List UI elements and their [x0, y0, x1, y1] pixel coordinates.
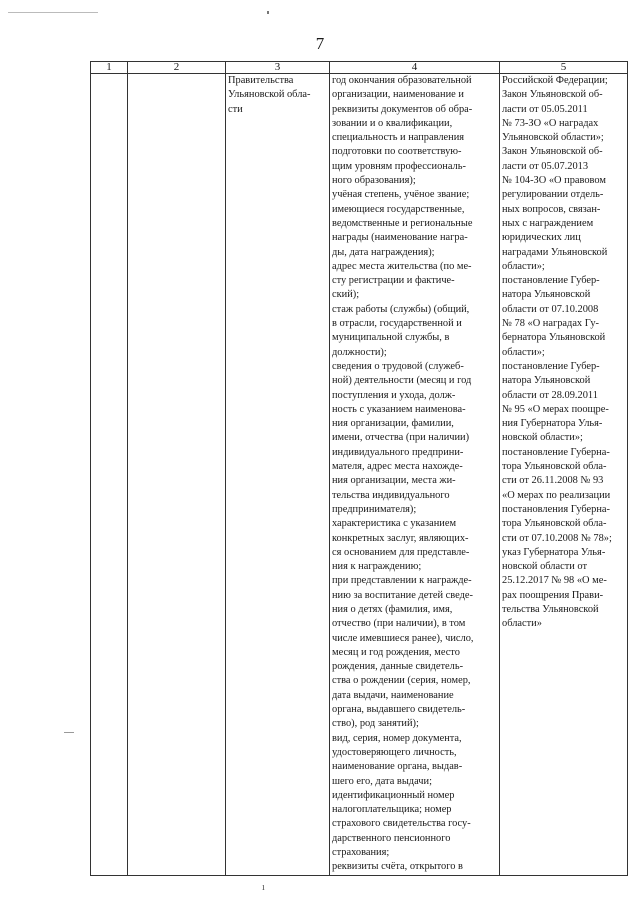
text-line: нию за воспитание детей сведе- — [332, 589, 473, 601]
text-line: указ Губернатора Улья- — [502, 546, 606, 558]
text-line: ной) деятельности (месяц и год — [332, 375, 472, 387]
text-line: тора Ульяновской обла- — [502, 518, 607, 530]
text-line: дата выдачи, наименование — [332, 689, 454, 701]
text-line: характеристика с указанием — [332, 518, 457, 530]
text-line: Ульяновской обла- — [228, 89, 311, 101]
text-line: регулировании отдель- — [502, 189, 604, 201]
text-line: Закон Ульяновской об- — [502, 89, 603, 101]
text-line: области» — [502, 618, 542, 630]
text-line: поступления и ухода, долж- — [332, 389, 456, 401]
text-line: натора Ульяновской — [502, 289, 591, 301]
text-line: ский); — [332, 289, 360, 301]
text-line: ность с указанием наименова- — [332, 403, 466, 415]
text-line: страхования; — [332, 847, 390, 859]
text-line: организации, наименование и — [332, 89, 464, 101]
cell-col1 — [91, 74, 128, 876]
text-line: предпринимателя); — [332, 503, 417, 515]
text-line: постановление Губер- — [502, 275, 600, 287]
text-line: сведения о трудовой (служеб- — [332, 360, 464, 372]
text-line: мателя, адрес места нахожде- — [332, 461, 463, 473]
text-line: подготовки по соответствую- — [332, 146, 462, 158]
text-line: Российской Федерации; — [502, 75, 608, 86]
text-line: ного образования); — [332, 175, 416, 187]
text-line: Закон Ульяновской об- — [502, 146, 603, 158]
text-line: ния о детях (фамилия, имя, — [332, 603, 453, 615]
text-line: ся основанием для представле- — [332, 546, 470, 558]
text-line: ство), род занятий); — [332, 718, 419, 730]
text-line: муниципальной службы, в — [332, 332, 450, 344]
text-line: органа, выдавшего свидетель- — [332, 704, 466, 716]
column-header-3: 3 — [226, 62, 330, 74]
text-line: ных вопросов, связан- — [502, 203, 601, 215]
text-line: учёная степень, учёное звание; — [332, 189, 470, 201]
page-number: 7 — [315, 34, 325, 53]
text-line: № 78 «О наградах Гу- — [502, 318, 599, 330]
text-line: отчество (при наличии), в том — [332, 618, 466, 630]
text-line: шего его, дата выдачи; — [332, 775, 432, 787]
scan-mark-left-margin — [64, 732, 74, 733]
text-line: вид, серия, номер документа, — [332, 732, 462, 744]
text-line: идентификационный номер — [332, 789, 455, 801]
text-line: области от 28.09.2011 — [502, 389, 598, 401]
text-line: Правительства — [228, 75, 294, 86]
text-line: адрес места жительства (по ме- — [332, 260, 472, 272]
text-line: рождения, данные свидетель- — [332, 661, 464, 673]
text-line: юридических лиц — [502, 232, 581, 244]
text-line: сти — [228, 103, 243, 115]
cell-col5 — [500, 74, 628, 876]
text-line: постановление Губер- — [502, 360, 600, 372]
column-header-4: 4 — [330, 62, 500, 74]
text-line: ды, дата награждения); — [332, 246, 435, 258]
text-line: страхового свидетельства госу- — [332, 818, 471, 830]
text-line: области от 07.10.2008 — [502, 303, 599, 315]
text-line: должности); — [332, 346, 387, 358]
text-line: новской области»; — [502, 432, 583, 444]
text-line: реквизиты счёта, открытого в — [332, 861, 463, 873]
text-line: реквизиты документов об обра- — [332, 103, 473, 115]
document-table — [90, 61, 628, 876]
text-line: ласти от 05.05.2011 — [502, 103, 588, 115]
text-line: при представлении к награжде- — [332, 575, 472, 587]
legal-basis-text — [502, 74, 625, 632]
text-line: ведомственные и региональные — [332, 217, 473, 229]
column-header-5: 5 — [500, 62, 628, 74]
text-line: Ульяновской области»; — [502, 132, 604, 144]
text-line: сти от 07.10.2008 № 78»; — [502, 532, 612, 544]
text-line: постановления Губерна- — [502, 503, 610, 515]
text-line: № 73-ЗО «О наградах — [502, 117, 599, 129]
text-line: зовании и о квалификации, — [332, 117, 453, 129]
text-line: ния Губернатора Улья- — [502, 418, 603, 430]
table-row — [91, 74, 628, 876]
cell-col3 — [226, 74, 330, 876]
scan-mark-bottom: ı — [262, 882, 265, 893]
scan-mark-top-center — [267, 11, 269, 14]
text-line: постановление Губерна- — [502, 446, 610, 458]
cell-col4 — [330, 74, 500, 876]
text-line: удостоверяющего личность, — [332, 746, 457, 758]
text-line: 25.12.2017 № 98 «О ме- — [502, 575, 607, 587]
text-line: месяц и год рождения, место — [332, 646, 460, 658]
text-line: индивидуального предприни- — [332, 446, 464, 458]
text-line: новской области от — [502, 561, 588, 573]
text-line: № 95 «О мерах поощре- — [502, 403, 609, 415]
text-line: специальность и направления — [332, 132, 465, 144]
text-line: «О мерах по реализации — [502, 489, 611, 501]
text-line: числе имевшиеся ранее), число, — [332, 632, 474, 644]
text-line: награды (наименование награ- — [332, 232, 468, 244]
text-line: тельства Ульяновской — [502, 603, 599, 615]
text-line: наградами Ульяновской — [502, 246, 608, 258]
text-line: щим уровням профессиональ- — [332, 160, 466, 172]
text-line: стаж работы (службы) (общий, — [332, 303, 470, 315]
column-header-1: 1 — [91, 62, 128, 74]
text-line: конкретных заслуг, являющих- — [332, 532, 469, 544]
text-line: имеющиеся государственные, — [332, 203, 465, 215]
text-line: бернатора Ульяновской — [502, 332, 606, 344]
text-line: ласти от 05.07.2013 — [502, 160, 589, 172]
text-line: тельства индивидуального — [332, 489, 450, 501]
text-line: области»; — [502, 346, 545, 358]
scan-mark-top-left — [8, 12, 98, 13]
text-line: год окончания образовательной — [332, 75, 472, 86]
authority-text — [228, 74, 327, 117]
text-line: области»; — [502, 260, 545, 272]
text-line: сти от 26.11.2008 № 93 — [502, 475, 604, 487]
text-line: ния организации, фамилии, — [332, 418, 454, 430]
text-line: натора Ульяновской — [502, 375, 591, 387]
required-information-text — [332, 74, 497, 875]
text-line: ния организации, места жи- — [332, 475, 456, 487]
text-line: рах поощрения Прави- — [502, 589, 604, 601]
text-line: ния к награждению; — [332, 561, 422, 573]
text-line: тора Ульяновской обла- — [502, 461, 607, 473]
text-line: имени, отчества (при наличии) — [332, 432, 470, 444]
text-line: № 104-ЗО «О правовом — [502, 175, 606, 187]
text-line: сту регистрации и фактиче- — [332, 275, 455, 287]
cell-col2 — [128, 74, 226, 876]
column-header-2: 2 — [128, 62, 226, 74]
text-line: ных с награждением — [502, 217, 594, 229]
text-line: налогоплательщика; номер — [332, 804, 452, 816]
text-line: в отрасли, государственной и — [332, 318, 462, 330]
text-line: наименование органа, выдав- — [332, 761, 463, 773]
table-header-row — [91, 62, 628, 74]
text-line: ства о рождении (серия, номер, — [332, 675, 471, 687]
text-line: дарственного пенсионного — [332, 832, 451, 844]
